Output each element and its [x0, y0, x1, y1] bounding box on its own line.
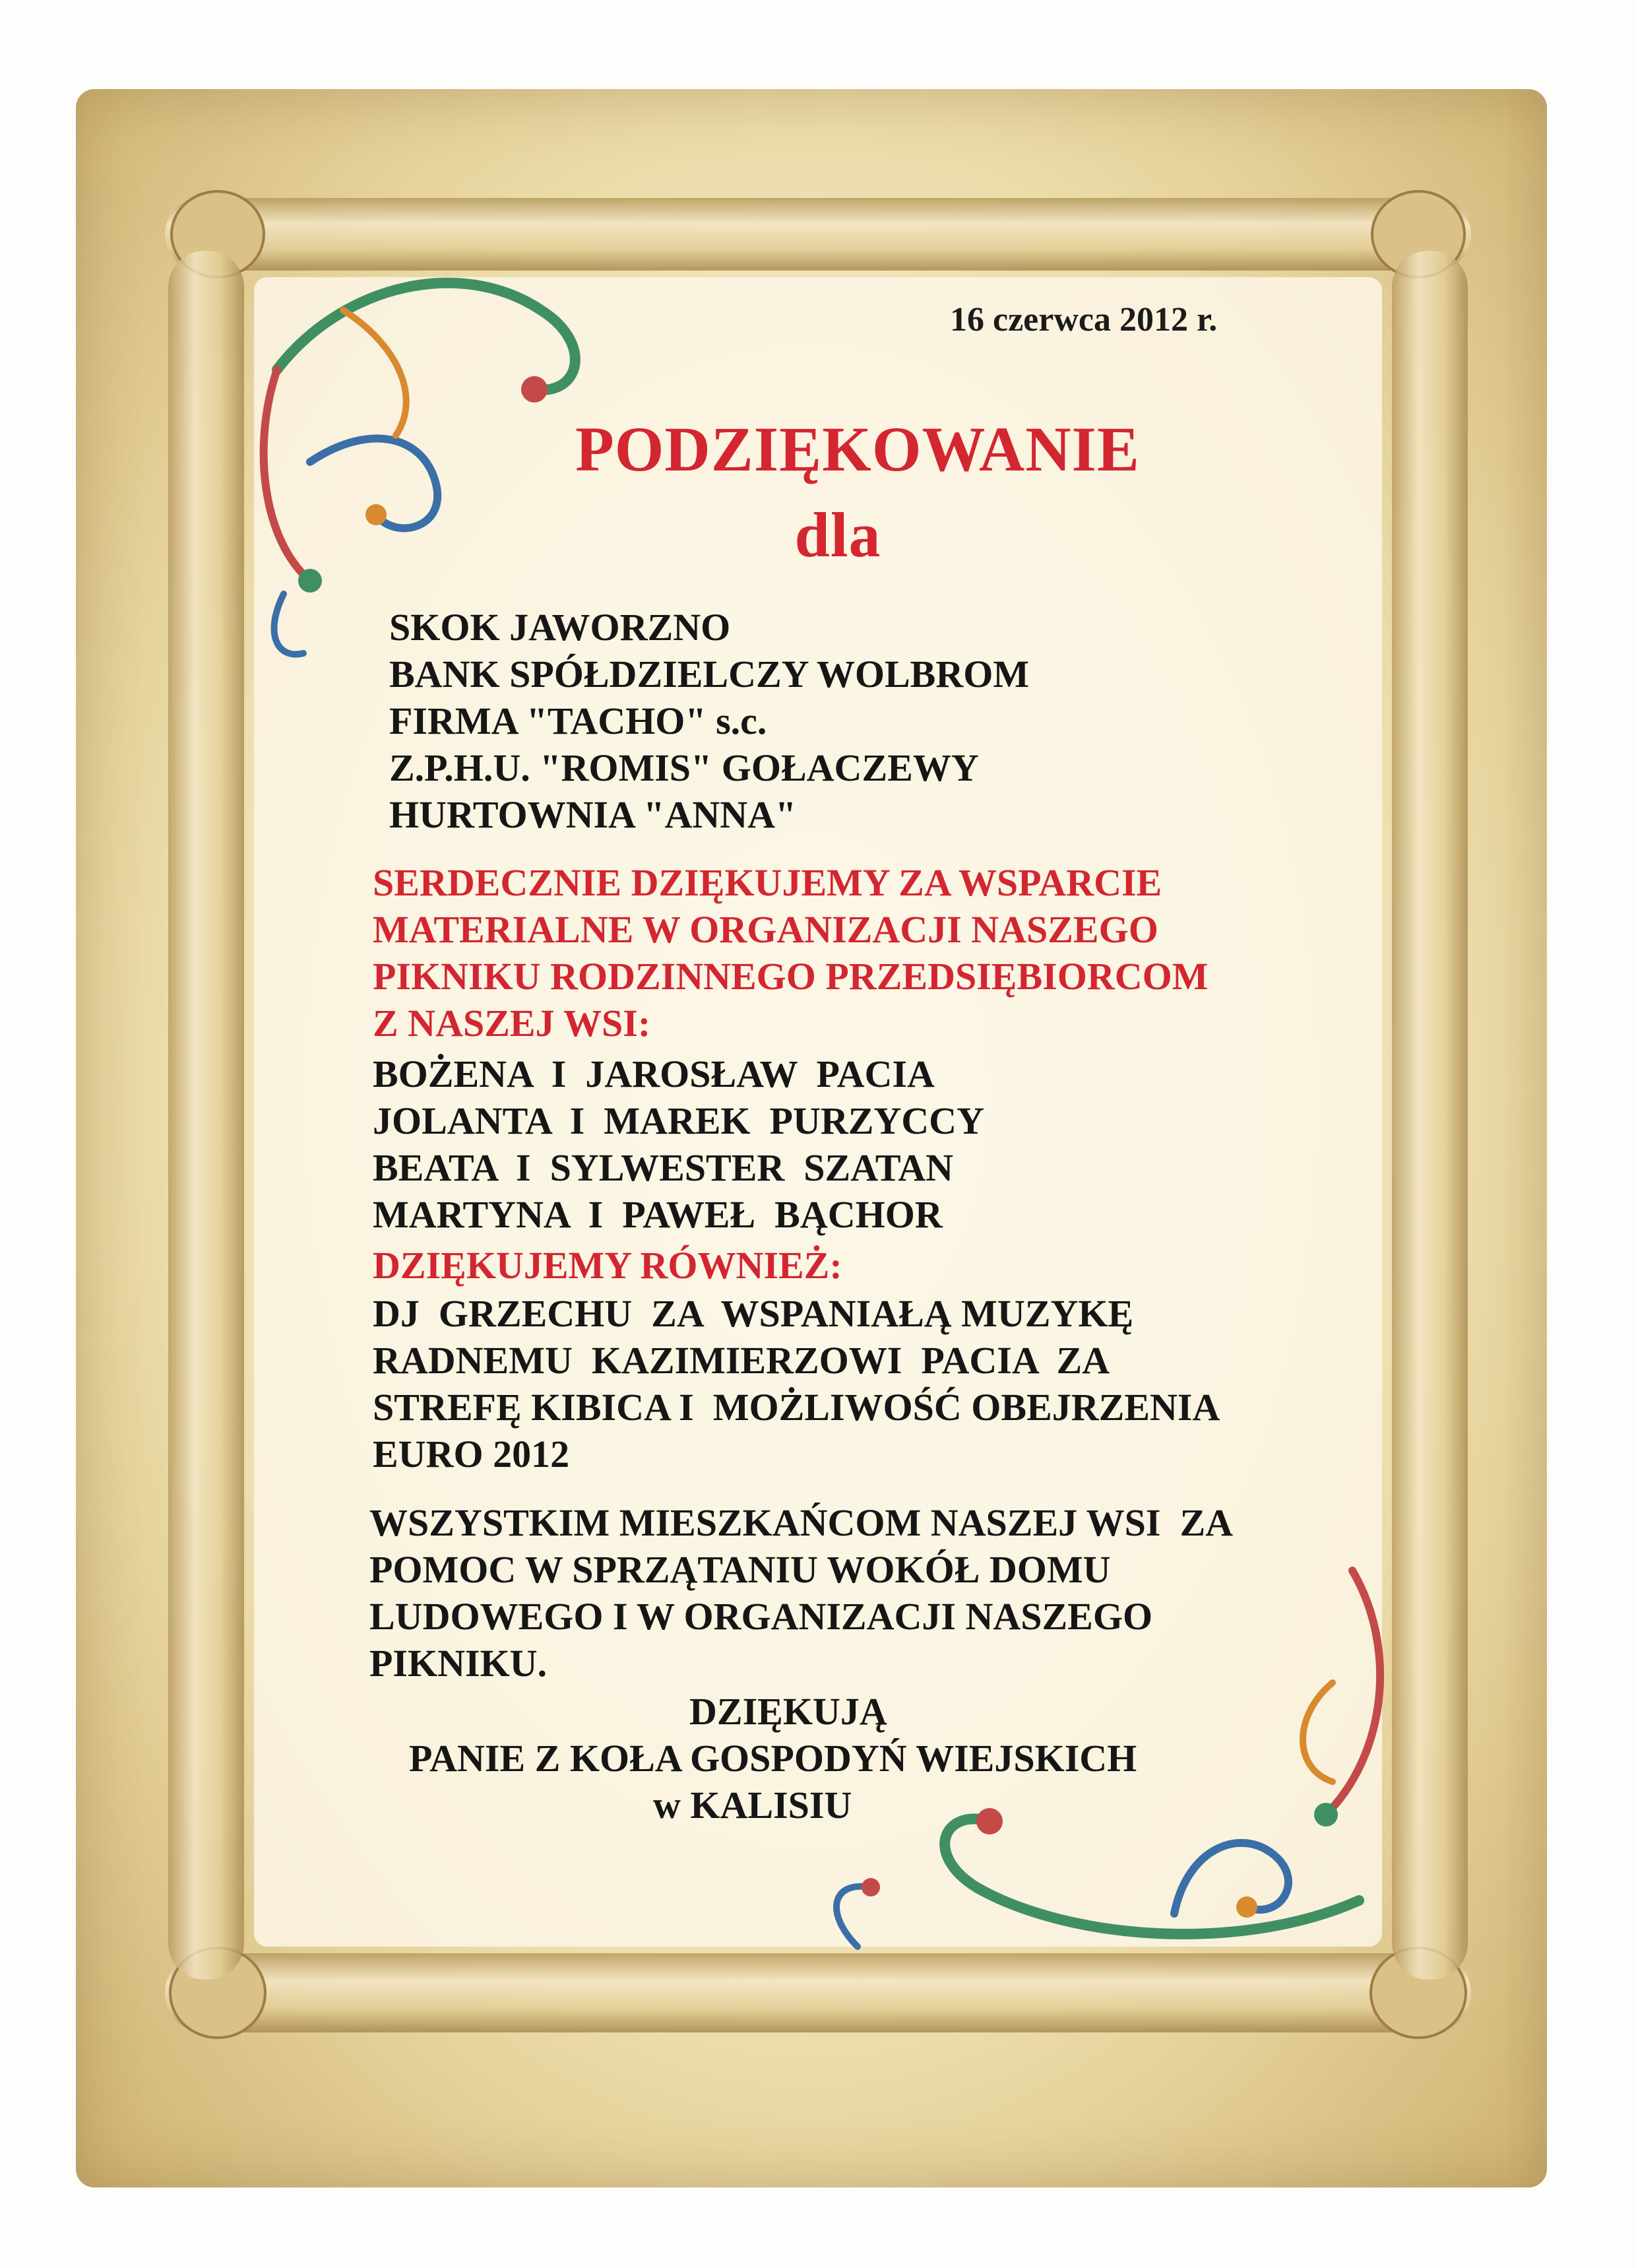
also-thanks-line: RADNEMU KAZIMIERZOWI PACIA ZA [373, 1339, 1110, 1382]
also-thanks-line: EURO 2012 [373, 1433, 570, 1475]
bottom-scroll-roll [165, 1953, 1471, 2032]
also-thanks-list [373, 1290, 1220, 1477]
residents-line: POMOC W SPRZĄTANIU WOKÓŁ DOMU [369, 1548, 1111, 1591]
sponsor-list [389, 604, 1029, 838]
signoff-thanks: DZIĘKUJĄ [689, 1690, 887, 1733]
residents-line: LUDOWEGO I W ORGANIZACJI NASZEGO [369, 1595, 1153, 1638]
entrepreneur-list [373, 1051, 984, 1238]
also-thanks-heading [373, 1242, 842, 1289]
sponsor-line: SKOK JAWORZNO [389, 606, 731, 649]
thanks-line: MATERIALNE W ORGANIZACJI NASZEGO [373, 908, 1158, 951]
document-title: PODZIĘKOWANIE [575, 414, 1140, 484]
residents-line: WSZYSTKIM MIESZKAŃCOM NASZEJ WSI ZA [369, 1501, 1234, 1544]
entrepreneur-line: BOŻENA I JAROSŁAW PACIA [373, 1053, 935, 1095]
sponsor-line: Z.P.H.U. "ROMIS" GOŁACZEWY [389, 746, 979, 789]
entrepreneur-line: JOLANTA I MAREK PURZYCCY [373, 1099, 984, 1142]
also-thanks-line: STREFĘ KIBICA I MOŻLIWOŚĆ OBEJRZENIA [373, 1386, 1220, 1429]
document-date: 16 czerwca 2012 r. [950, 301, 1218, 339]
sponsor-line: HURTOWNIA "ANNA" [389, 793, 797, 836]
entrepreneur-line: BEATA I SYLWESTER SZATAN [373, 1146, 953, 1189]
residents-line: PIKNIKU. [369, 1642, 548, 1685]
residents-thanks [369, 1499, 1233, 1687]
signoff-location: w KALISIU [653, 1784, 852, 1827]
entrepreneur-line: MARTYNA I PAWEŁ BĄCHOR [373, 1193, 943, 1236]
also-thanks-line: DJ GRZECHU ZA WSPANIAŁĄ MUZYKĘ [373, 1292, 1134, 1335]
sponsor-line: FIRMA "TACHO" s.c. [389, 699, 767, 742]
top-scroll-roll [165, 198, 1471, 271]
thanks-line: PIKNIKU RODZINNEGO PRZEDSIĘBIORCOM [373, 955, 1209, 998]
also-thanks-heading-text: DZIĘKUJEMY RÓWNIEŻ: [373, 1244, 842, 1287]
signoff-organization: PANIE Z KOŁA GOSPODYŃ WIEJSKICH [409, 1737, 1137, 1780]
thanks-line: Z NASZEJ WSI: [373, 1002, 651, 1045]
thanks-paragraph [373, 859, 1208, 1047]
sponsor-line: BANK SPÓŁDZIELCZY WOLBROM [389, 653, 1030, 696]
document-subtitle: dla [794, 500, 881, 570]
thanks-line: SERDECZNIE DZIĘKUJEMY ZA WSPARCIE [373, 861, 1162, 904]
